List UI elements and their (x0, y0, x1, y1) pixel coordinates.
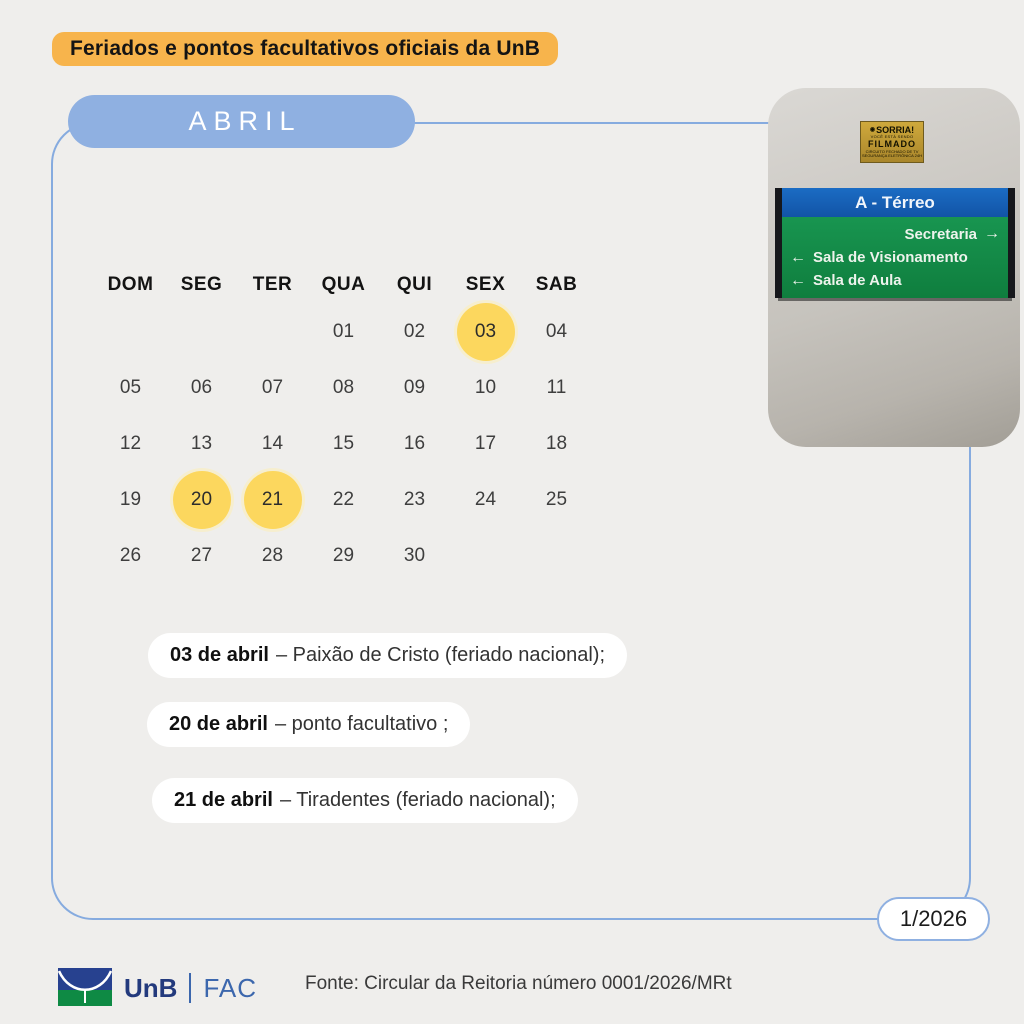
holiday-note-03 (148, 633, 627, 678)
day-cell (521, 528, 592, 584)
day-cell: 10 (474, 377, 497, 398)
day-cell-highlighted (450, 304, 521, 360)
page-title-label: Feriados e pontos facultativos oficiais da UnB (70, 37, 541, 60)
day-cell: 13 (190, 433, 213, 454)
warning-small-2: SEGURANÇA ELETRÔNICA 24H (861, 153, 923, 159)
sign-row-label: Secretaria (904, 225, 977, 243)
day-cell (95, 304, 166, 360)
day-cell (166, 304, 237, 360)
holiday-note-20 (147, 702, 470, 747)
direction-sign (775, 188, 1015, 301)
warning-title: SORRIA! (876, 124, 915, 135)
source-text: Fonte: Circular da Reitoria número 0001/2026/MRt (305, 973, 732, 994)
day-cell: 19 (119, 489, 142, 510)
day-cell: 14 (261, 433, 284, 454)
sign-row-visionamento (790, 249, 1000, 267)
weekday-header: QUI (396, 274, 433, 295)
weekday-header: SAB (535, 274, 578, 295)
holiday-circle: 21 (244, 471, 302, 529)
holiday-circle: 03 (457, 303, 515, 361)
month-header (68, 95, 415, 148)
camera-icon: ◉ (869, 126, 876, 133)
day-cell: 16 (403, 433, 426, 454)
brand-label: UnB (124, 972, 178, 1003)
sign-row-secretaria (790, 225, 1000, 243)
day-cell: 26 (119, 545, 142, 566)
day-cell: 28 (261, 545, 284, 566)
arrow-left-icon: ← (790, 248, 806, 266)
day-cell: 22 (332, 489, 355, 510)
note-text: – Tiradentes (feriado nacional); (279, 789, 556, 811)
day-cell: 02 (403, 321, 426, 342)
weekday-header: SEG (180, 274, 223, 295)
day-cell: 01 (332, 321, 355, 342)
sign-header-label: A - Térreo (855, 192, 935, 212)
note-text: – Paixão de Cristo (feriado nacional); (275, 644, 605, 666)
day-cell: 24 (474, 489, 497, 510)
day-cell: 25 (545, 489, 568, 510)
day-cell: 17 (474, 433, 497, 454)
note-text: – ponto facultativo ; (274, 713, 449, 735)
day-cell: 18 (545, 433, 568, 454)
note-date: 20 de abril (169, 713, 268, 735)
weekday-header: TER (252, 274, 293, 295)
day-cell: 07 (261, 377, 284, 398)
sign-row-label: Sala de Visionamento (813, 249, 968, 266)
edition-badge (877, 897, 990, 941)
note-date: 21 de abril (174, 789, 273, 811)
note-date: 03 de abril (170, 644, 269, 666)
sign-header (782, 188, 1008, 217)
day-cell: 23 (403, 489, 426, 510)
day-cell-highlighted (166, 472, 237, 528)
day-cell: 06 (190, 377, 213, 398)
edition-label: 1/2026 (899, 906, 968, 931)
unb-logo-icon (58, 968, 112, 1008)
month-label: ABRIL (188, 106, 302, 136)
sign-body (782, 217, 1008, 298)
brand-divider (189, 973, 191, 1003)
sign-frame-right (1008, 188, 1015, 298)
day-cell (237, 304, 308, 360)
day-cell: 05 (119, 377, 142, 398)
day-cell-highlighted (237, 472, 308, 528)
page-title (52, 32, 558, 66)
day-cell (450, 528, 521, 584)
weekday-header: DOM (107, 274, 154, 295)
weekday-header: QUA (321, 274, 366, 295)
sign-row-label: Sala de Aula (813, 272, 902, 290)
calendar-grid (95, 266, 592, 584)
day-cell: 04 (545, 321, 568, 342)
surveillance-warning-sign (860, 121, 924, 163)
day-cell: 11 (546, 377, 567, 398)
day-cell: 09 (403, 377, 426, 398)
unit-label: FAC (203, 972, 258, 1003)
sign-row-aula (790, 272, 1000, 290)
warning-small-1: CIRCUITO FECHADO DE TV (865, 148, 919, 154)
day-cell: 27 (190, 545, 213, 566)
sign-shadow (778, 298, 1012, 301)
day-cell: 12 (119, 433, 142, 454)
weekday-header: SEX (465, 274, 506, 295)
footer-branding (58, 968, 257, 1008)
arrow-left-icon: ← (790, 271, 806, 289)
warning-subtitle: VOCÊ ESTÁ SENDO (870, 134, 914, 140)
holiday-note-21 (152, 778, 578, 823)
day-cell: 15 (332, 433, 355, 454)
day-cell: 08 (332, 377, 355, 398)
warning-main: FILMADO (868, 138, 916, 149)
arrow-right-icon: → (984, 225, 1000, 243)
hallway-photo (768, 88, 1020, 447)
holiday-circle: 20 (173, 471, 231, 529)
day-cell: 30 (403, 545, 426, 566)
sign-frame-left (775, 188, 782, 298)
day-cell: 29 (332, 545, 355, 566)
